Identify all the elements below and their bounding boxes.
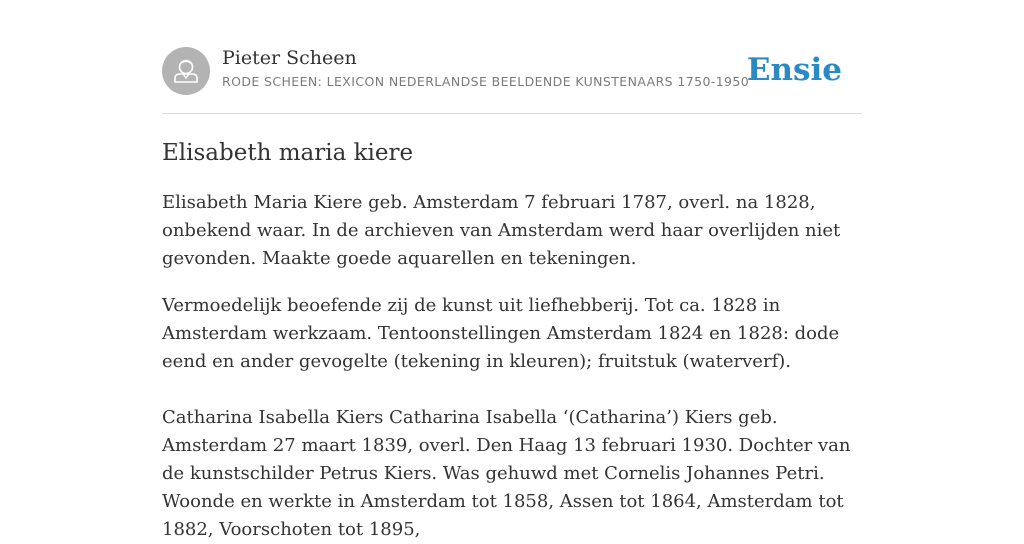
author-source-link[interactable]: RODE SCHEEN: LEXICON NEDERLANDSE BEELDENDE KUNSTENAARS 1750-1950 bbox=[222, 74, 750, 89]
article-paragraph: Catharina Isabella Kiers Catharina Isabella ‘(Catharina’) Kiers geb. Amsterdam 27 maart 1839, overl. Den Haag 13 februari 1930. Dochter van de kunstschilder Petrus Kiers. Was gehuwd met Cornelis Johannes Petri. Woonde en werkte in Amsterdam tot 1858, Assen tot 1864, Amsterdam tot 1882, Voorschoten tot 1895, bbox=[162, 407, 851, 540]
user-icon bbox=[162, 47, 210, 95]
author-name-link[interactable]: Pieter Scheen bbox=[222, 47, 357, 69]
author-avatar[interactable] bbox=[162, 47, 210, 95]
content-column bbox=[162, 46, 862, 544]
article-body bbox=[162, 189, 862, 544]
ensie-logo[interactable]: Ensie bbox=[746, 52, 842, 88]
article-paragraph: Elisabeth Maria Kiere geb. Amsterdam 7 februari 1787, overl. na 1828, onbekend waar. In de archieven van Amsterdam werd haar overlijden niet gevonden. Maakte goede aquarellen en tekeningen. bbox=[162, 192, 841, 269]
article-title: Elisabeth maria kiere bbox=[162, 140, 414, 166]
article-paragraph: Vermoedelijk beoefende zij de kunst uit liefhebberij. Tot ca. 1828 in Amsterdam werkzaam. Tentoonstellingen Amsterdam 1824 en 1828: dode eend en ander gevogelte (tekening in kleuren); fruitstuk (waterverf). bbox=[162, 295, 840, 372]
article-header bbox=[162, 46, 862, 114]
